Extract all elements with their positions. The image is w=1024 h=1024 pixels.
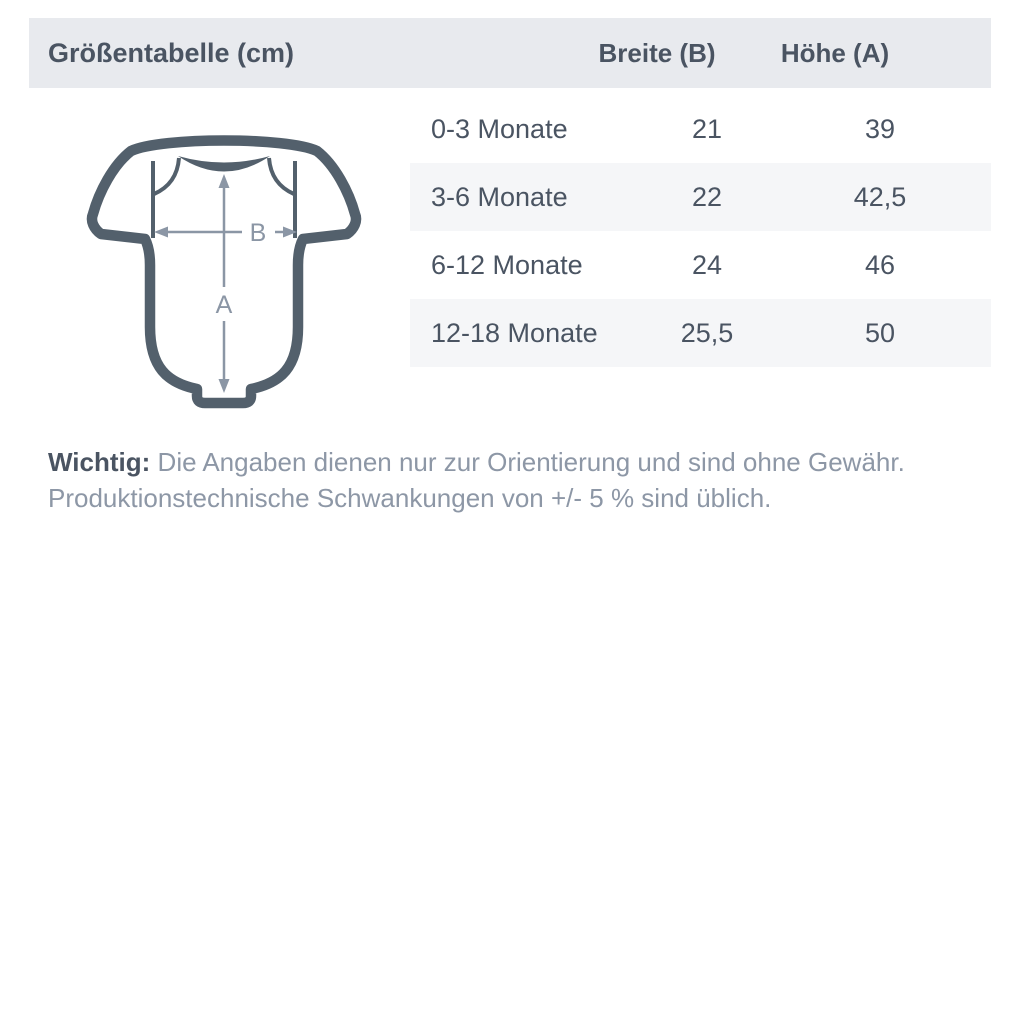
- width-value: 21: [691, 114, 723, 144]
- size-label: 0-3 Monate: [431, 114, 568, 144]
- note-text-line1: Die Angaben dienen nur zur Orientierung und sind ohne Gewähr.: [150, 447, 905, 477]
- width-value: 24: [691, 250, 723, 280]
- table-row: [410, 95, 991, 163]
- table-row: [410, 163, 991, 231]
- table-header: [29, 18, 991, 88]
- width-value: 25,5: [680, 318, 734, 348]
- height-value: 46: [864, 250, 896, 280]
- disclaimer-note: [48, 444, 968, 516]
- width-label: B: [249, 219, 267, 247]
- width-value: 22: [691, 182, 723, 212]
- column-header-height: Höhe (A): [780, 38, 890, 68]
- height-value: 39: [864, 114, 896, 144]
- height-value: 50: [864, 318, 896, 348]
- table-row: [410, 231, 991, 299]
- note-text-line2: Produktionstechnische Schwankungen von +/- 5 % sind üblich.: [48, 483, 772, 513]
- size-label: 3-6 Monate: [431, 182, 568, 212]
- height-label: A: [215, 291, 233, 319]
- note-label: Wichtig:: [48, 447, 151, 477]
- size-label: 6-12 Monate: [431, 250, 583, 280]
- size-table: [410, 95, 991, 367]
- height-value: 42,5: [853, 182, 907, 212]
- table-row: [410, 299, 991, 367]
- size-label: 12-18 Monate: [431, 318, 598, 348]
- page-title: Größentabelle (cm): [48, 38, 295, 68]
- baby-bodysuit-diagram-icon: [85, 135, 365, 415]
- column-header-width: Breite (B): [598, 38, 716, 68]
